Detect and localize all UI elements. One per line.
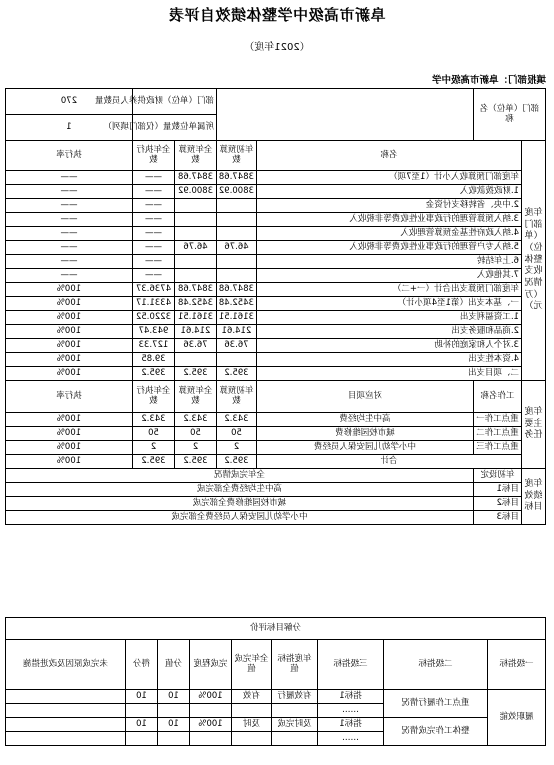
task-total-row <box>5 455 545 469</box>
info-row-staff <box>5 89 545 115</box>
budget-value: 46.76 <box>174 241 216 255</box>
budget-row <box>5 297 545 311</box>
budget-value <box>174 199 216 213</box>
budget-row <box>5 241 545 255</box>
dept-name-label: 部门（单位）名称 <box>473 89 545 141</box>
task-header-row <box>5 381 545 413</box>
dept-name-value <box>216 89 473 141</box>
staff-label: 部门（单位）财政供养人员数量 <box>132 89 216 115</box>
empty-cell <box>190 704 232 718</box>
col-full-exec: 全年执行数 <box>132 141 174 171</box>
init-value: 343.2 <box>216 413 256 427</box>
task-name: 重点工作一 <box>473 413 521 427</box>
budget-value: 343.2 <box>174 413 216 427</box>
budget-row <box>5 213 545 227</box>
budget-value: 3800.92 <box>174 185 216 199</box>
rate-value: —— <box>5 185 132 199</box>
col-reason: 未完成原因及改进措施 <box>5 640 125 690</box>
units-label: 所属单位数量（仅部门填列） <box>132 115 216 141</box>
col-rate: 执行率 <box>5 141 132 171</box>
item-name: 1.财政拨款收入 <box>256 185 521 199</box>
budget-value <box>174 269 216 283</box>
col-full-budget: 全年预算数 <box>174 141 216 171</box>
reason-cell <box>5 690 125 704</box>
rate-value: 100% <box>5 297 132 311</box>
exec-value: —— <box>132 269 174 283</box>
budget-value <box>174 213 216 227</box>
rate-value: —— <box>5 255 132 269</box>
project-name: 高中生均经费 <box>256 413 473 427</box>
rate-value: —— <box>5 269 132 283</box>
budget-row <box>5 171 545 185</box>
empty-cell <box>5 732 125 746</box>
lvl2-cell: 整体工作完成情况 <box>384 718 488 746</box>
rate-value: 100% <box>5 339 132 353</box>
col-target: 年度指标值 <box>272 640 318 690</box>
init-value: 2 <box>216 441 256 455</box>
empty-cell <box>5 704 125 718</box>
exec-value: 4331.17 <box>132 297 174 311</box>
budget-value: 2 <box>174 441 216 455</box>
budget-row <box>5 367 545 381</box>
col-weight: 分值 <box>158 640 190 690</box>
item-name: 3.对个人和家庭的补助 <box>256 339 521 353</box>
budget-row <box>5 283 545 297</box>
init-value <box>216 199 256 213</box>
exec-value: —— <box>132 171 174 185</box>
units-value: 1 <box>5 115 132 141</box>
indicator-title: 分解目标评价 <box>5 618 545 640</box>
col-lvl2: 二级指标 <box>384 640 488 690</box>
total-init: 395.2 <box>216 455 256 469</box>
lvl2-cell: 重点工作履行情况 <box>384 690 488 718</box>
item-name: 7.其他收入 <box>256 269 521 283</box>
document-title: 阜新市高级中学整体绩效自评表 <box>168 6 386 24</box>
indicator-table <box>5 617 546 746</box>
init-value: 214.61 <box>216 325 256 339</box>
col-rate: 执行率 <box>5 381 132 413</box>
budget-value: 395.2 <box>174 367 216 381</box>
total-label: 合计 <box>256 455 521 469</box>
goal-row <box>5 511 545 525</box>
budget-section-label: 年度部门（单位）整体收支情况（万元） <box>522 141 546 381</box>
exec-value: —— <box>132 241 174 255</box>
exec-value: 343.2 <box>132 413 174 427</box>
document-year: （2021年度） <box>244 42 310 53</box>
init-value: 76.36 <box>216 339 256 353</box>
degree-cell: 100% <box>190 718 232 732</box>
total-exec: 395.2 <box>132 455 174 469</box>
evaluation-table <box>5 88 546 525</box>
empty-cell <box>232 732 272 746</box>
init-value: 395.2 <box>216 367 256 381</box>
goal-row <box>5 497 545 511</box>
rate-value: —— <box>5 241 132 255</box>
init-value: 3161.51 <box>216 311 256 325</box>
col-set: 年初设定 <box>473 469 521 483</box>
rate-value: —— <box>5 213 132 227</box>
rate-value: —— <box>5 171 132 185</box>
goal-content: 中小学幼儿园安保人员经费全部完成 <box>5 511 473 525</box>
total-rate: 100% <box>5 455 132 469</box>
item-name: 1.工资福利支出 <box>256 311 521 325</box>
dots-cell: …… <box>318 732 384 746</box>
init-value: 46.76 <box>216 241 256 255</box>
empty-cell <box>126 704 158 718</box>
item-name: 2.中央、省转移支付资金 <box>256 199 521 213</box>
rate-value: 100% <box>5 427 132 441</box>
project-name: 中小学幼儿园安保人员经费 <box>256 441 473 455</box>
exec-value: 127.33 <box>132 339 174 353</box>
empty-cell <box>126 732 158 746</box>
exec-value: 39.85 <box>132 353 174 367</box>
goal-label: 目标1 <box>473 483 521 497</box>
budget-row <box>5 339 545 353</box>
project-name: 城市校园维修费 <box>256 427 473 441</box>
empty-cell <box>158 704 190 718</box>
item-name: 6.上年结转 <box>256 255 521 269</box>
exec-value: —— <box>132 213 174 227</box>
exec-value: 50 <box>132 427 174 441</box>
empty-cell <box>272 732 318 746</box>
rate-value: 100% <box>5 325 132 339</box>
rate-value: —— <box>5 199 132 213</box>
rate-value: 100% <box>5 283 132 297</box>
goal-content: 高中生均经费全部完成 <box>5 483 473 497</box>
budget-value <box>174 353 216 367</box>
item-name: 二、项目支出 <box>256 367 521 381</box>
exec-value: —— <box>132 199 174 213</box>
item-name: 5.纳入专户管理的行政事业性收费等非税收入 <box>256 241 521 255</box>
col-init: 年初预算数 <box>216 381 256 413</box>
goal-content: 城市校园维修费全部完成 <box>5 497 473 511</box>
indicator-row <box>5 718 545 732</box>
budget-value <box>174 255 216 269</box>
weight-cell: 10 <box>158 718 190 732</box>
item-name: 年度部门预算支出合计（一+二） <box>256 283 521 297</box>
exec-value: 943.47 <box>132 325 174 339</box>
budget-row <box>5 199 545 213</box>
total-budget: 395.2 <box>174 455 216 469</box>
task-name: 重点工作三 <box>473 441 521 455</box>
rate-value: 100% <box>5 441 132 455</box>
exec-value: 4736.37 <box>132 283 174 297</box>
task-name: 重点工作二 <box>473 427 521 441</box>
col-full-exec: 全年执行数 <box>132 381 174 413</box>
budget-row <box>5 353 545 367</box>
budget-value: 3847.68 <box>174 171 216 185</box>
target-cell: 及时完成 <box>272 718 318 732</box>
budget-value: 50 <box>174 427 216 441</box>
init-value: 3847.68 <box>216 171 256 185</box>
exec-value: 395.2 <box>132 367 174 381</box>
goal-row <box>5 483 545 497</box>
col-name: 名称 <box>256 141 521 171</box>
indicator-title-row <box>5 618 545 640</box>
lvl3-cell: 指标1 <box>318 718 384 732</box>
item-name: 3.纳入预算管理的行政事业性收费等非税收入 <box>256 213 521 227</box>
col-lvl1: 一级指标 <box>488 640 546 690</box>
goal-header-row <box>5 469 545 483</box>
init-value: 3847.68 <box>216 283 256 297</box>
budget-value: 214.61 <box>174 325 216 339</box>
staff-value: 270 <box>5 89 132 115</box>
task-row <box>5 441 545 455</box>
init-value: 50 <box>216 427 256 441</box>
item-name: 4.纳入政府性基金预算管理收入 <box>256 227 521 241</box>
task-row <box>5 413 545 427</box>
budget-row <box>5 311 545 325</box>
empty-cell <box>190 732 232 746</box>
init-value: 3800.92 <box>216 185 256 199</box>
init-value <box>216 353 256 367</box>
exec-value: 3220.52 <box>132 311 174 325</box>
score-cell: 10 <box>126 690 158 704</box>
init-value <box>216 269 256 283</box>
goal-section-label: 年度绩效目标 <box>522 469 546 525</box>
col-init: 年初预算数 <box>216 141 256 171</box>
dots-cell: …… <box>318 704 384 718</box>
item-name: 一、基本支出（第1至4项小计） <box>256 297 521 311</box>
indicator-row <box>5 690 545 704</box>
col-lvl3: 三级指标 <box>318 640 384 690</box>
budget-row <box>5 227 545 241</box>
budget-row <box>5 325 545 339</box>
reason-cell <box>5 718 125 732</box>
score-cell: 10 <box>126 718 158 732</box>
department-value: 阜新市高级中学 <box>431 75 499 86</box>
init-value <box>216 255 256 269</box>
col-full-budget: 全年预算数 <box>174 381 216 413</box>
full-cell: 有效 <box>232 690 272 704</box>
budget-value: 3161.51 <box>174 311 216 325</box>
init-value <box>216 213 256 227</box>
exec-value: —— <box>132 185 174 199</box>
department-label: 填报部门： <box>498 75 546 86</box>
exec-value: —— <box>132 227 174 241</box>
rate-value: 100% <box>5 367 132 381</box>
col-done: 全年完成情况 <box>5 469 473 483</box>
exec-value: —— <box>132 255 174 269</box>
budget-row <box>5 269 545 283</box>
budget-value: 3847.68 <box>174 283 216 297</box>
department-line <box>432 72 546 86</box>
init-value: 3452.48 <box>216 297 256 311</box>
goal-label: 目标3 <box>473 511 521 525</box>
col-score: 得分 <box>126 640 158 690</box>
rate-value: —— <box>5 227 132 241</box>
full-cell: 及时 <box>232 718 272 732</box>
rate-value: 100% <box>5 353 132 367</box>
exec-value: 2 <box>132 441 174 455</box>
lvl3-cell: 指标1 <box>318 690 384 704</box>
budget-header-row <box>5 141 545 171</box>
indicator-header-row <box>5 640 545 690</box>
col-project: 对应项目 <box>256 381 473 413</box>
init-value <box>216 227 256 241</box>
task-section-label: 年度主要任务 <box>522 381 546 469</box>
item-name: 年度部门预算收入小计（1至7项） <box>256 171 521 185</box>
budget-row <box>5 255 545 269</box>
empty-cell <box>158 732 190 746</box>
lvl1-cell: 履职效能 <box>488 690 546 746</box>
item-name: 2.商品和服务支出 <box>256 325 521 339</box>
budget-value: 3452.48 <box>174 297 216 311</box>
goal-label: 目标2 <box>473 497 521 511</box>
empty-cell <box>272 704 318 718</box>
task-row <box>5 427 545 441</box>
col-full: 全年完成值 <box>232 640 272 690</box>
budget-value <box>174 227 216 241</box>
rate-value: 100% <box>5 413 132 427</box>
col-task: 工作名称 <box>473 381 521 413</box>
budget-row <box>5 185 545 199</box>
target-cell: 有效履行 <box>272 690 318 704</box>
col-degree: 完成程度 <box>190 640 232 690</box>
budget-value: 76.36 <box>174 339 216 353</box>
weight-cell: 10 <box>158 690 190 704</box>
empty-cell <box>232 704 272 718</box>
degree-cell: 100% <box>190 690 232 704</box>
item-name: 4.资本性支出 <box>256 353 521 367</box>
rate-value: 100% <box>5 311 132 325</box>
